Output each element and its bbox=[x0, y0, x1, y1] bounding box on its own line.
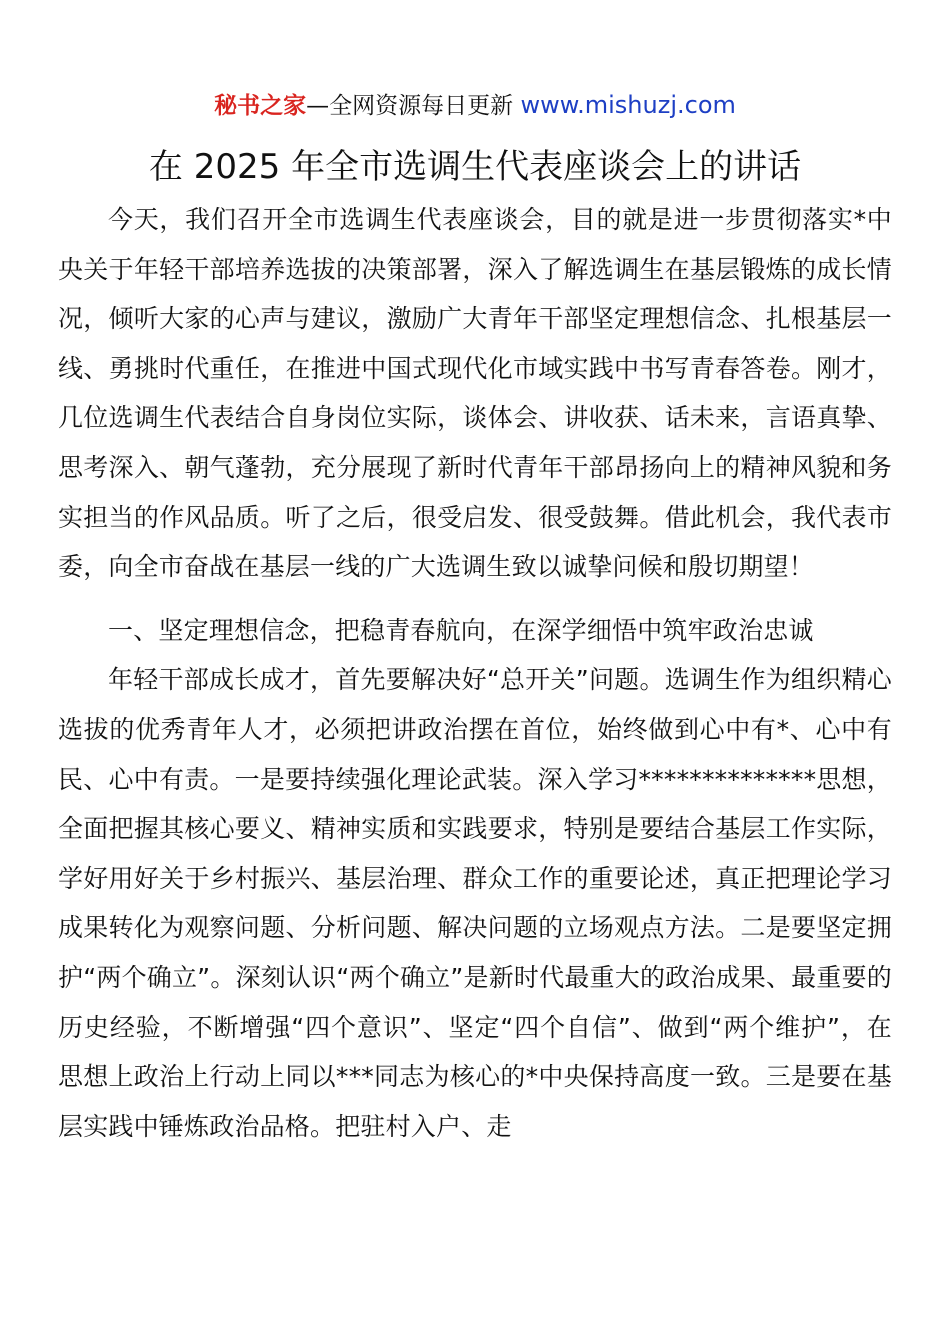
site-tagline: —全网资源每日更新 bbox=[306, 93, 521, 119]
section-heading-1: 一、坚定理想信念，把稳青春航向，在深学细悟中筑牢政治忠诚 bbox=[108, 615, 814, 645]
document-body bbox=[58, 195, 892, 1151]
section-1-paragraph: 年轻干部成长成才，首先要解决好“总开关”问题。选调生作为组织精心选拔的优秀青年人才，必须把讲政治摆在首位，始终做到心中有*、心中有民、心中有责。一是要持续强化理论武装。深入学习**************思想，全面把握其核心要义、精神实质和实践要求，特别是要结合基层工作实际，学好用好关于乡村振兴、基层治理、群众工作的重要论述，真正把理论学习成果转化为观察问题、分析问题、解决问题的立场观点方法。二是要坚定拥护“两个确立”。深刻认识“两个确立”是新时代最重大的政治成果、最重要的历史经验，不断增强“四个意识”、坚定“四个自信”、做到“两个维护”，在思想上政治上行动上同以***同志为核心的*中央保持高度一致。三是要在基层实践中锤炼政治品格。把驻村入户、走 bbox=[58, 665, 892, 1141]
document-title: 在 2025 年全市选调生代表座谈会上的讲话 bbox=[148, 147, 802, 187]
site-url-link[interactable]: www.mishuzj.com bbox=[520, 91, 736, 119]
intro-paragraph: 今天，我们召开全市选调生代表座谈会，目的就是进一步贯彻落实*中央关于年轻干部培养选拔的决策部署，深入了解选调生在基层锻炼的成长情况，倾听大家的心声与建议，激励广大青年干部坚定理想信念、扎根基层一线、勇挑时代重任，在推进中国式现代化市域实践中书写青春答卷。刚才，几位选调生代表结合自身岗位实际，谈体会、讲收获、话未来，言语真挚、思考深入、朝气蓬勃，充分展现了新时代青年干部昂扬向上的精神风貌和务实担当的作风品质。听了之后，很受启发、很受鼓舞。借此机会，我代表市委，向全市奋战在基层一线的广大选调生致以诚挚问候和殷切期望！ bbox=[58, 205, 892, 582]
site-header bbox=[0, 88, 950, 123]
site-brand: 秘书之家 bbox=[214, 93, 307, 119]
